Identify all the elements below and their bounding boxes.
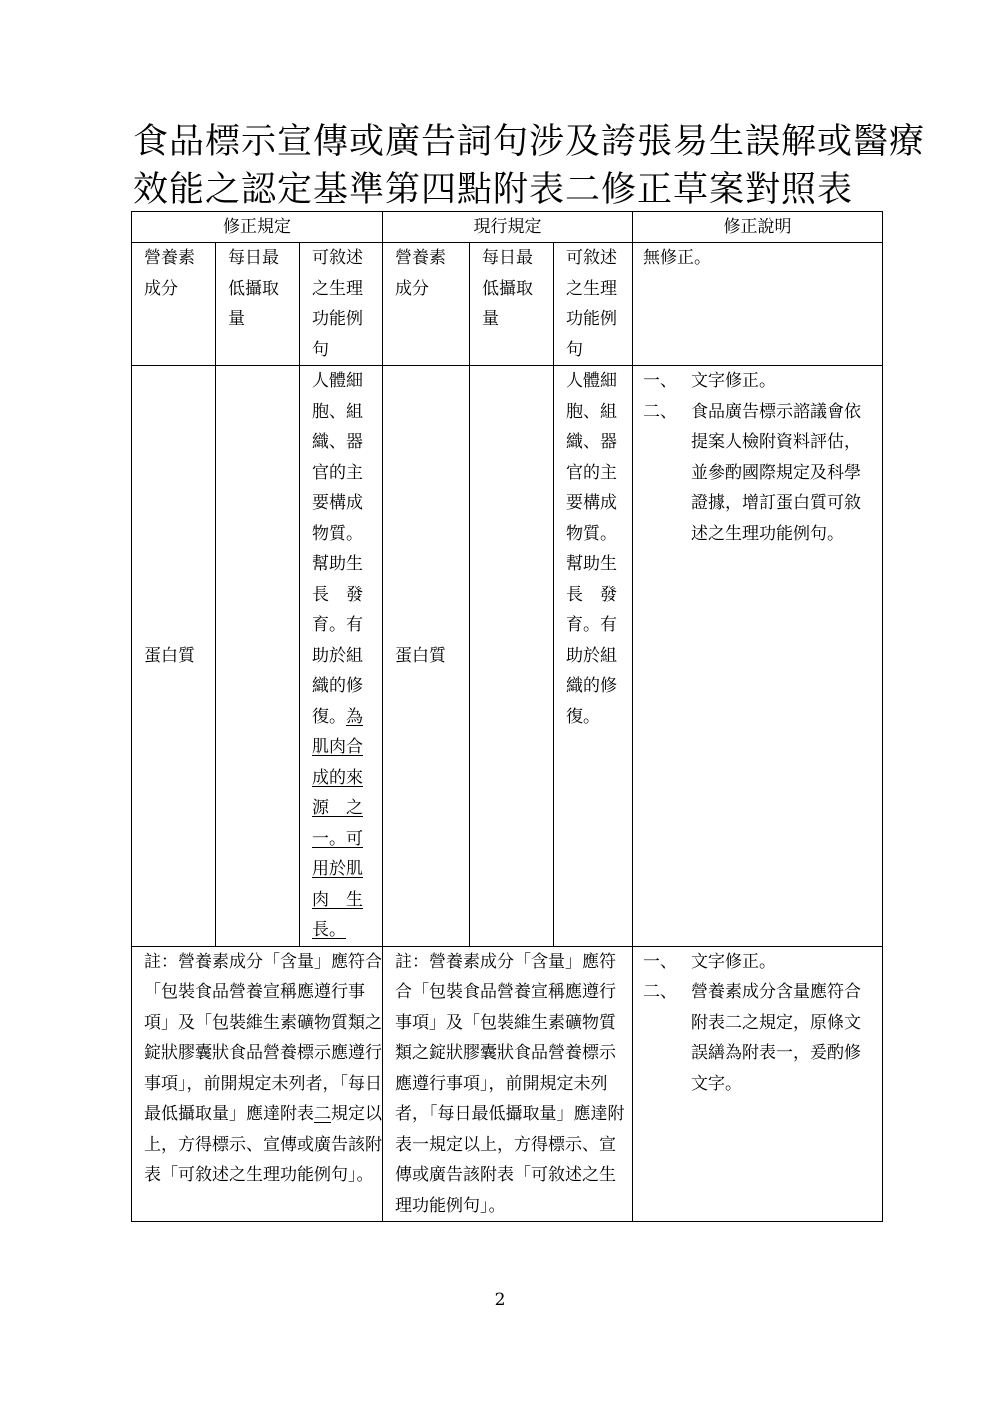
note-explanation-cell xyxy=(633,946,883,1222)
revised-function-header: 可敘述 之生理 功能例 句 xyxy=(300,243,383,366)
current-function-cell: 人體細 胞、組 織、器 官的主 要構成 物質。 幫助生 長 發 育。有 助於組 織的修 復。 xyxy=(554,366,633,947)
current-min-intake-header: 每日最 低攝取 量 xyxy=(470,243,554,366)
added-text: 成的來 xyxy=(312,767,363,788)
current-nutrient-protein: 蛋白質 xyxy=(383,366,470,947)
document-title xyxy=(133,118,926,214)
revised-nutrient-header: 營養素 成分 xyxy=(132,243,216,366)
revised-header: 修正規定 xyxy=(132,212,383,243)
explanation-item: 二、 營養素成分含量應符合附表二之規定，原條文誤繕為附表一，爰酌修文字。 xyxy=(643,982,861,1094)
added-text: 二 xyxy=(314,1104,331,1124)
added-text: 長。 xyxy=(312,920,346,940)
added-text: 源 之 xyxy=(312,798,363,818)
explanation-header: 修正說明 xyxy=(633,212,883,243)
explanation-item: 二、 食品廣告標示諮議會依提案人檢附資料評估，並參酌國際規定及科學證據，增訂蛋白質可敘述之生理功能例句。 xyxy=(643,401,861,544)
title-line-1: 食品標示宣傳或廣告詞句涉及誇張易生誤解或醫療 xyxy=(133,122,926,162)
current-min-intake-empty xyxy=(470,366,554,947)
current-note-cell: 註：營養素成分「含量」應符合「包裝食品營養宣稱應遵行事項」及「包裝維生素礦物質類之錠狀膠囊狀食品營養標示應遵行事項」，前開規定未列者，「每日最低攝取量」應達附表一規定以上，方得標示、宣傳或廣告該附表「可敘述之生理功能例句」。 xyxy=(383,946,633,1222)
current-header: 現行規定 xyxy=(383,212,633,243)
comparison-table xyxy=(131,211,883,1222)
revised-min-intake-header: 每日最 低攝取 量 xyxy=(216,243,300,366)
added-text: 肉 生 xyxy=(312,889,363,910)
explanation-item: 一、 文字修正。 xyxy=(643,371,776,391)
protein-explanation-cell xyxy=(633,366,883,947)
added-text: 用於肌 xyxy=(312,859,363,879)
revised-function-cell: 人體細 胞、組 織、器 官的主 要構成 物質。 幫助生 長 發 育。有 助於組 織的修 復。為 肌肉合 成的來 源 之 一。可 用於肌 肉 生 長。 xyxy=(300,366,383,947)
header-row xyxy=(132,212,883,243)
header-explanation-cell: 無修正。 xyxy=(633,243,883,366)
current-function-header: 可敘述 之生理 功能例 句 xyxy=(554,243,633,366)
added-text: 為 xyxy=(346,706,363,727)
added-text: 一。可 xyxy=(312,828,363,849)
protein-row xyxy=(132,366,883,947)
revised-min-intake-empty xyxy=(216,366,300,947)
page-number: 2 xyxy=(494,1290,506,1310)
current-nutrient-header: 營養素 成分 xyxy=(383,243,470,366)
revised-note-cell: 註：營養素成分「含量」應符合「包裝食品營養宣稱應遵行事項」及「包裝維生素礦物質類之錠狀膠囊狀食品營養標示應遵行事項」，前開規定未列者，「每日最低攝取量」應達附表二規定以上，方得標示、宣傳或廣告該附表「可敘述之生理功能例句」。 xyxy=(132,946,383,1222)
subheader-row xyxy=(132,243,883,366)
title-line-2: 效能之認定基準第四點附表二修正草案對照表 xyxy=(133,170,854,210)
revised-nutrient-protein: 蛋白質 xyxy=(132,366,216,947)
explanation-item: 一、 文字修正。 xyxy=(643,951,776,972)
note-row xyxy=(132,946,883,1222)
added-text: 肌肉合 xyxy=(312,737,363,757)
